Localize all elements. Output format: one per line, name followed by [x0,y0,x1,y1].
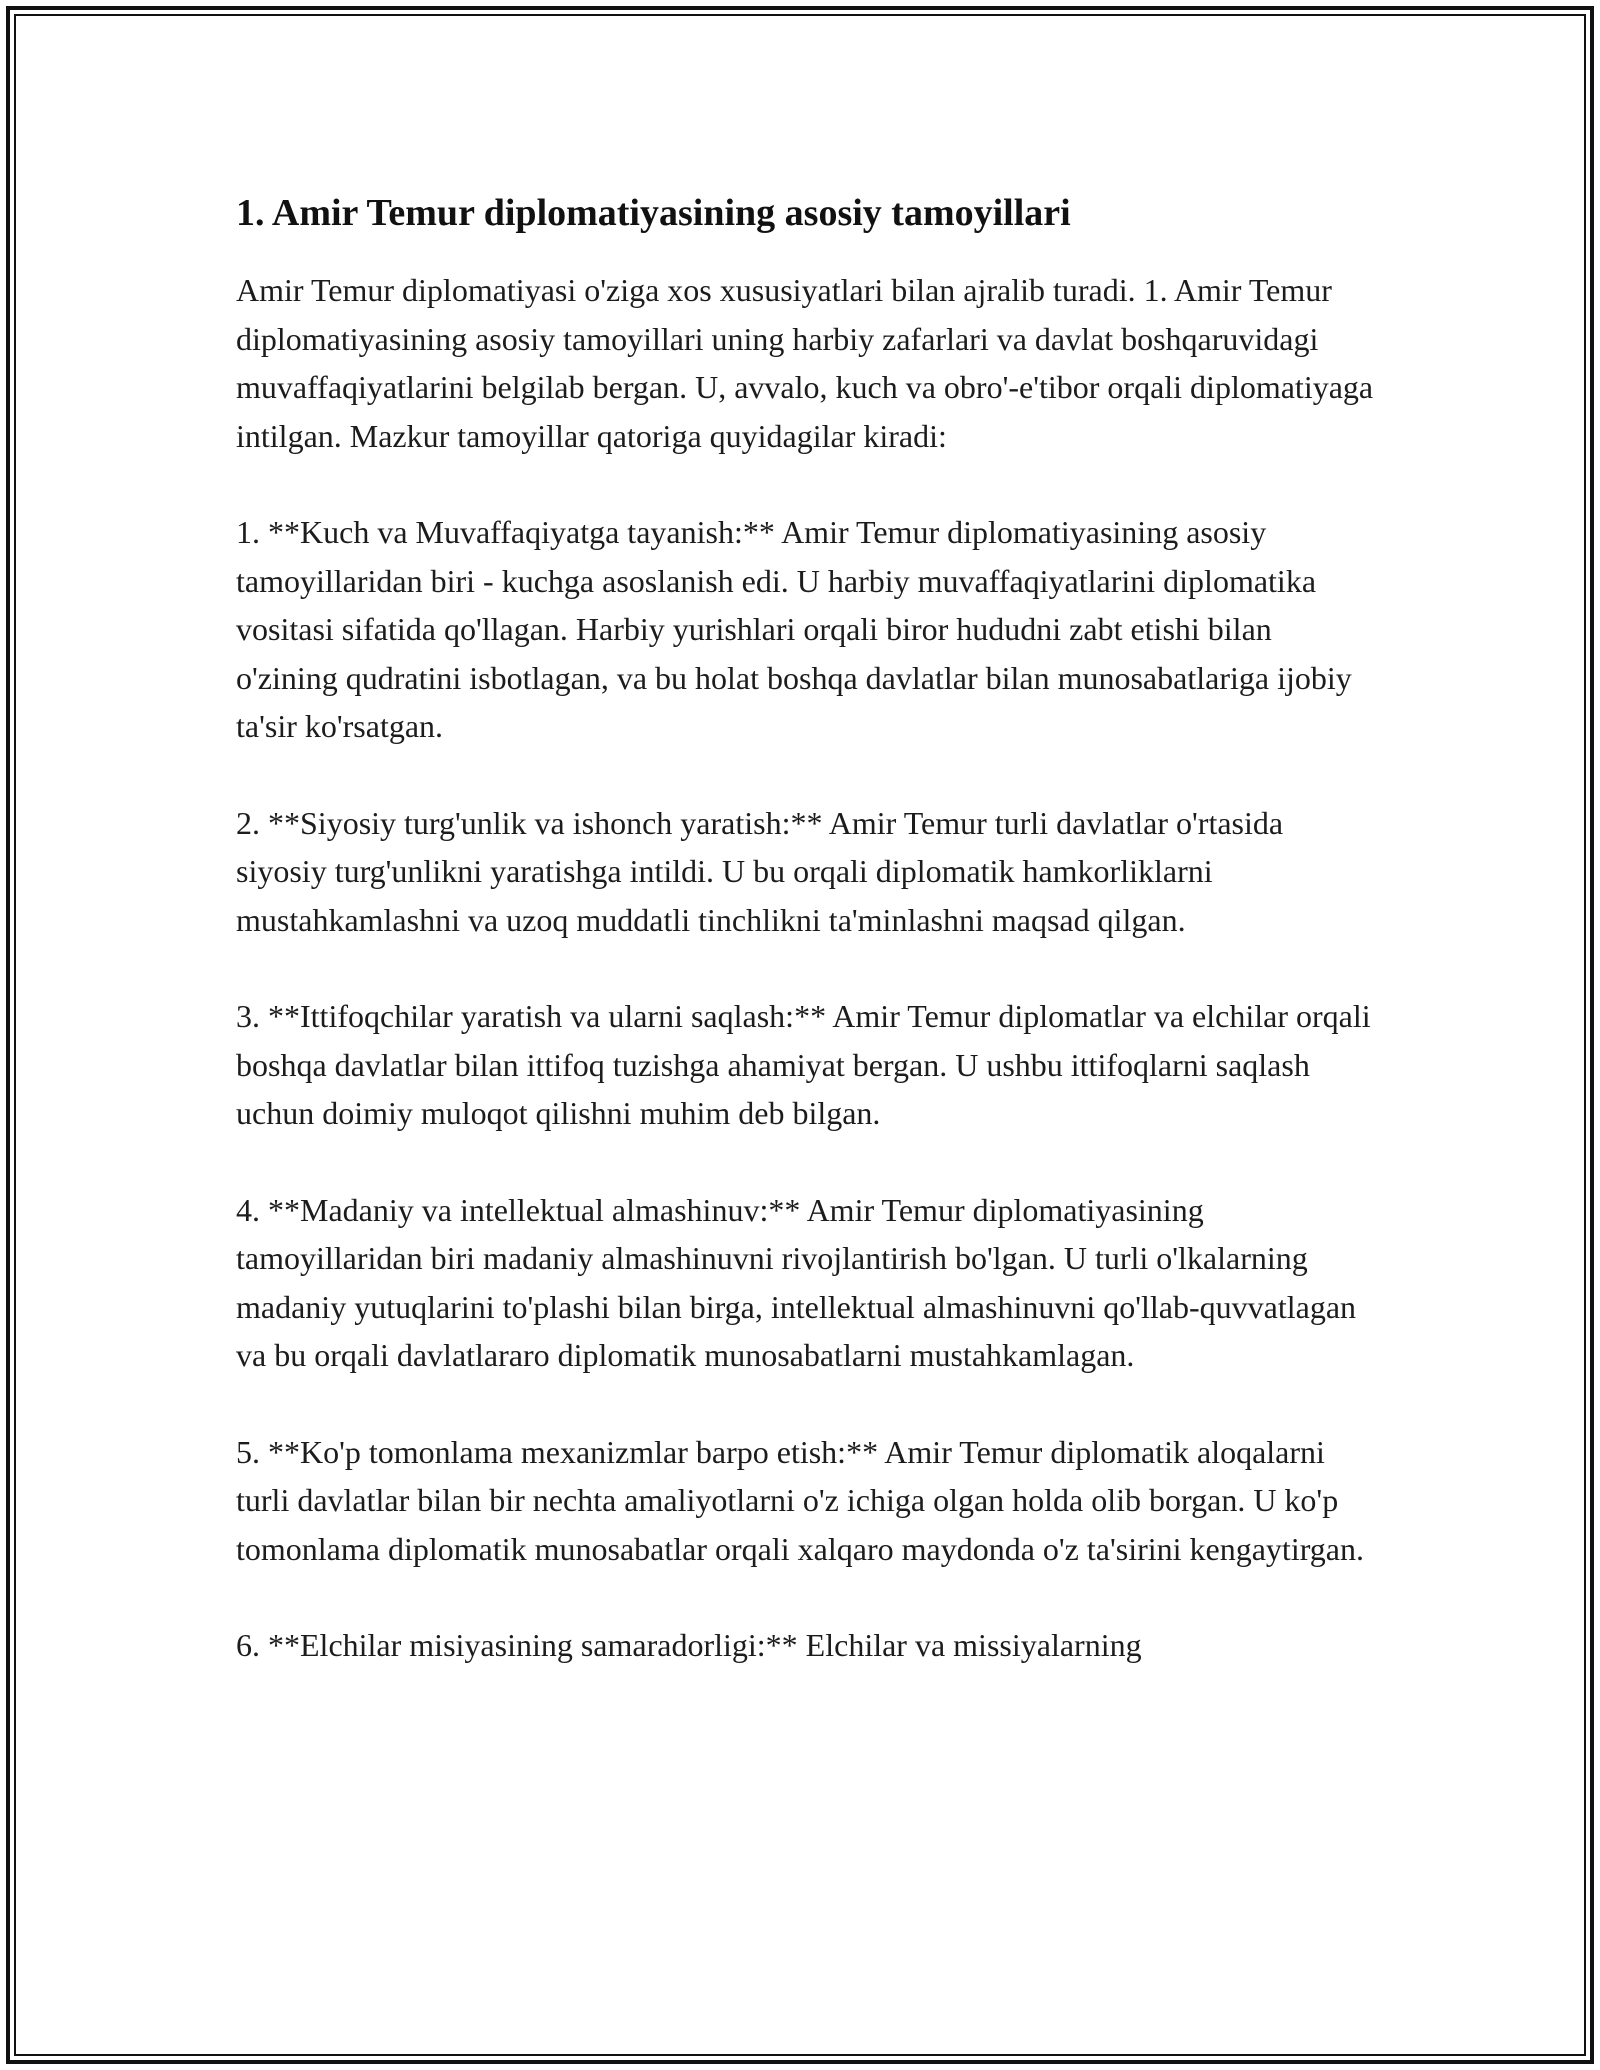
document-body [236,186,1376,1718]
principle-5-paragraph: 5. **Ko'p tomonlama mexanizmlar barpo etish:** Amir Temur diplomatik aloqalarni turli davlatlar bilan bir nechta amaliyotlarni o'z ichiga olgan holda olib borgan. U ko'p tomonlama diplomatik munosabatlar orqali xalqaro maydonda o'z ta'sirini kengaytirgan. [236,1433,1364,1567]
principle-2-paragraph: 2. **Siyosiy turg'unlik va ishonch yaratish:** Amir Temur turli davlatlar o'rtasida siyosiy turg'unlikni yaratishga intildi. U bu orqali diplomatik hamkorliklarni mustahkamlashni va uzoq muddatli tinchlikni ta'minlashni maqsad qilgan. [236,804,1284,938]
section-heading: 1. Amir Temur diplomatiyasining asosiy tamoyillari [236,192,1071,234]
principle-1-paragraph: 1. **Kuch va Muvaffaqiyatga tayanish:** Amir Temur diplomatiyasining asosiy tamoyillaridan biri - kuchga asoslanish edi. U harbiy muvaffaqiyatlarini diplomatika vositasi sifatida qo'llagan. Harbiy yurishlari orqali biror hududni zabt etishi bilan o'zining qudratini isbotlagan, va bu holat boshqa davlatlar bilan munosabatlariga ijobiy ta'sir ko'rsatgan. [236,514,1352,744]
principle-4-paragraph: 4. **Madaniy va intellektual almashinuv:** Amir Temur diplomatiyasining tamoyillaridan biri madaniy almashinuvni rivojlantirish bo'lgan. U turli o'lkalarning madaniy yutuqlarini to'plashi bilan birga, intellektual almashinuvni qo'llab-quvvatlagan va bu orqali davlatlararo diplomatik munosabatlarni mustahkamlagan. [236,1191,1357,1373]
intro-paragraph: Amir Temur diplomatiyasi o'ziga xos xususiyatlari bilan ajralib turadi. 1. Amir Temur diplomatiyasining asosiy tamoyillari uning harbiy zafarlari va davlat boshqaruvidagi muvaffaqiyatlarini belgilab bergan. U, avvalo, kuch va obro'-e'tibor orqali diplomatiyaga intilgan. Mazkur tamoyillar qatoriga quyidagilar kiradi: [236,272,1374,454]
principle-3-paragraph: 3. **Ittifoqchilar yaratish va ularni saqlash:** Amir Temur diplomatlar va elchilar orqali boshqa davlatlar bilan ittifoq tuzishga ahamiyat bergan. U ushbu ittifoqlarni saqlash uchun doimiy muloqot qilishni muhim deb bilgan. [236,998,1371,1131]
principle-6-paragraph: 6. **Elchilar misiyasining samaradorligi:** Elchilar va missiyalarning [236,1627,1142,1663]
